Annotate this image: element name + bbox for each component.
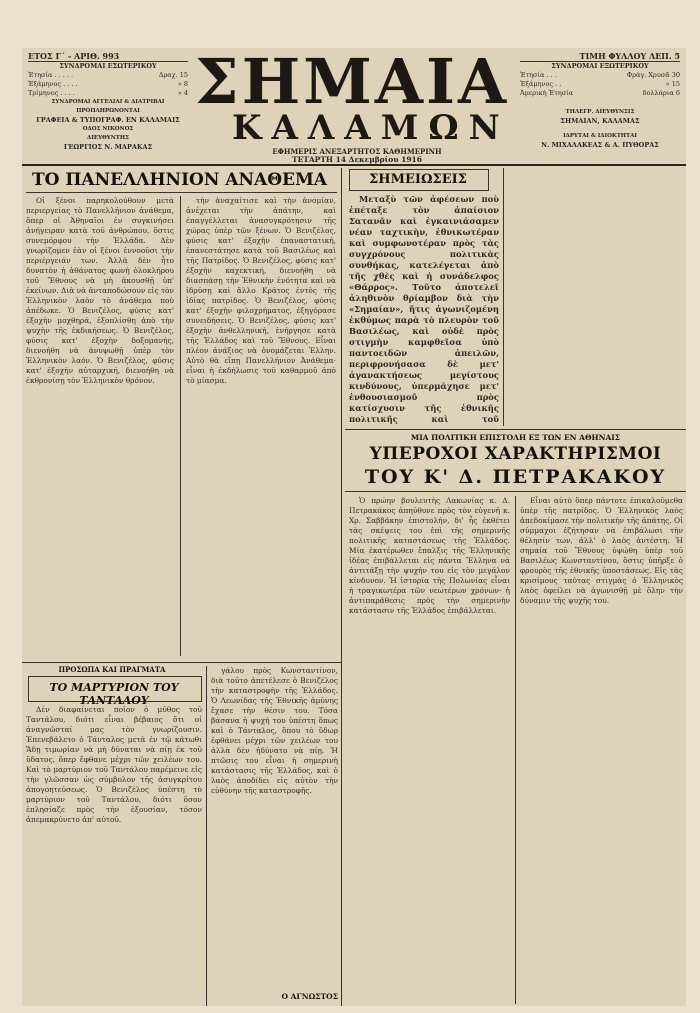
notes-heading: ΣΗΜΕΙΩΣΕΙΣ (369, 172, 467, 187)
subscription-label: Ἑξάμηνος . . (520, 80, 562, 88)
subscription-label: Ἀμερικὴ Ἐτησία (520, 89, 574, 97)
column-rule (341, 168, 342, 1006)
column-rule (503, 168, 504, 426)
anathema-column-1 (26, 196, 174, 656)
subscription-value: Φράγ. Χρυσᾶ 30 (626, 71, 680, 79)
founders-title: ΙΔΡΥΤΑΙ & ΙΔΙΟΚΤΗΤΑΙ (563, 133, 637, 139)
director-title: ΔΙΕΥΘΥΝΤΗΣ (87, 135, 129, 141)
section-kicker: ΠΡΟΣΩΠΑ ΚΑΙ ΠΡΑΓΜΑΤΑ (58, 665, 166, 674)
subscription-label: Ἐτησία . . . (520, 71, 557, 79)
article-text: Δὲν διαφαίνεται ποῖον ὁ μῦθος τοῦ Ταντάλου, διότι εἶναι βέβαιος ὅτι οἱ ἀναγνῶσταί μας τὸν γνωρίζουσιν. Ἐπενεβάλετο ὁ Τάνταλος μετὰ ἐν τῷ κάτωθι Ἅδῃ τιμωρίαν νὰ μὴ δύναται νὰ πίῃ ἐκ τοῦ ὕδατος, ὅπερ ἔφθανε μέχρι τῶν χειλέων του. Καὶ τὸ μαρτύριον τοῦ Ταντάλου παρέμεινε εἰς τὴν γλῶσσαν ὡς σύμβολον τῆς ἀσυγκρίτου ἀπογοητεύσεως. Ὁ Βενιζέλος ὑπέστη τὸ μαρτύριον τοῦ Ταντάλου, διότι ὅσον ἐπλησίαζε πρὸς τὴν ἐξουσίαν, τόσον ἀπεμακρύνετο ἀπ' αὐτοῦ. (26, 705, 202, 824)
divider (345, 429, 686, 430)
column-rule (180, 196, 181, 656)
tantalus-column-2 (211, 666, 338, 988)
column-rule (515, 496, 516, 1004)
divider (26, 192, 337, 193)
subscription-value: » 15 (665, 80, 680, 88)
anathema-column-2 (186, 196, 336, 656)
founders-names: Ν. ΜΙΧΑΛΑΚΕΑΣ & Α. ΠΥΘΟΡΑΣ (541, 141, 659, 149)
dateline: ΤΕΤΑΡΤΗ 14 Δεκεμβρίου 1916 (291, 155, 422, 164)
article-title-anathema: ΤΟ ΠΑΝΕΛΛΗΝΙΟΝ ΑΝΑΘΕΜΑ (31, 170, 327, 190)
subscription-label: Ἐτησία . . . . . (28, 71, 74, 79)
article-text: γάλου πρὸς Κωνσταντίνον, διὰ τοῦτο ἀπετέλεσε ὁ Βενιζέλος τὴν καταστροφὴν τῆς Ἑλλάδος. Ὁ Λεωνίδας τῆς Ἑθνικῆς ἀμύνης ἔχασε τὴν θέσιν του. Τόσα βάσανα ἡ ψυχή του ὑπέστη ὅπως καὶ ὁ Τάνταλος, ὅπου τὸ ὕδωρ ἐφθάνει μέχρι τῶν χειλέων του ἀλλὰ δὲν ἠδύνατο νὰ πίῃ. Ἡ πτῶσις του εἶναι ἡ σημερινὴ κατάστασις τῆς Ἑλλάδος, καὶ ὁ λαὸς ἀποδίδει εἰς αὐτὸν τὴν εὐθύνην τῆς καταστροφῆς. (211, 666, 338, 795)
article-text: Ὁ πρώην βουλευτὴς Λακωνίας κ. Δ. Πετρακάκος ἀπηύθυνε πρὸς τὸν εὐγενῆ κ. Χρ. Σαββάκην ἐπιστολήν, δι' ἧς ἐκθέτει τὰς σκέψεις του ἐπὶ τῆς σημερινῆς πολιτικῆς καταστάσεως τῆς Ἑλλάδος. Μία ἐκατέρωθεν ἔπαλξις τῆς Ἑλληνικῆς ἰδέας ἐπιβάλλεται εἰς πάντα Ἕλληνα νὰ ἀντιτάξῃ τὴν ψυχήν του εἰς τὸν μεγάλον κίνδυνον. Ἡ ἱστορία τῆς Πολωνίας εἶναι ἡ τραγικωτέρα τῶν νεωτέρων χρόνων· ἡ ἀντιπαράθεσις πρὸς τὴν σημερινὴν κατάστασιν τῆς Ἑλλάδος ἐπιβάλλεται. (349, 496, 510, 615)
street-address: ΟΔΟΣ ΝΙΚΟΝΟΣ (82, 126, 134, 132)
subscription-value: » 4 (177, 89, 188, 97)
issue-number: ΕΤΟΣ Γ΄ - ΑΡΙΘ. 993 (28, 52, 188, 62)
subscription-row (520, 71, 680, 80)
masthead (22, 45, 686, 164)
column-rule (206, 666, 207, 1006)
subscription-row (520, 89, 680, 98)
office-address: ΓΡΑΦΕΙΑ & ΤΥΠΟΓΡΑΦ. ΕΝ ΚΑΛΑΜΑΙΣ (36, 116, 180, 124)
director-name: ΓΕΩΡΓΙΟΣ Ν. ΜΑΡΑΚΑΣ (63, 143, 153, 151)
letter-kicker: ΜΙΑ ΠΟΛΙΤΙΚΗ ΕΠΙΣΤΟΛΗ ΕΞ ΤΩΝ ΕΝ ΑΘΗΝΑΙΣ (410, 433, 621, 442)
article-text: Οἱ ξένοι παρηκολούθουν μετὰ περιεργείας τὸ Πανελλήνιον ἀνάθεμα, ὅπερ οἱ Ἀθηναῖοι ἐν συγκινήσει ἀνήγειραν κατὰ τοῦ ἀνθρώπου, ὅστις συνεμόρφου τὴν Ἑλλάδα. Δὲν γνωρίζομεν ἐὰν οἱ ξένοι ἐννοοῦσι τὴν περιέργειάν των. Ἀλλὰ δὲν ἦτο δυνατὸν ἡ ἀθάνατος φωνὴ ὁλοκλήρου τοῦ Ἔθνους νὰ μὴ ἀκουσθῇ ὑπ' ἐκείνων. Διὰ νὰ ἀνταποδώσουν εἰς τὸν Ἑλληνικὸν λαὸν τὸ ἀνάθεμα ποὺ ἀπέδωκε. Ὁ Βενιζέλος, φύσις κατ' ἐξοχὴν μοχθηρά, ἐξοπλίσθη ἀπὸ τὴν ψυχὴν τῆς ἐκδικήσεως. Ὁ Βενιζέλος, φύσις κατ' ἐξοχὴν δοξομανής, διενοήθη νὰ ἀνυψωθῇ ὑπὲρ τὸν Ἑλληνικὸν λαόν. Ὁ Βενιζέλος, φύσις κατ' ἐξοχὴν αὐταρχική, διενοήθη νὰ ἐκθρονίσῃ τὸν Ἑλληνικὸν θρόνον. (26, 196, 174, 385)
subscription-value: » 8 (177, 80, 188, 88)
domestic-subscriptions-title: ΣΥΝΔΡΟΜΑΙ ΕΣΩΤΕΡΙΚΟΥ (59, 62, 157, 70)
newspaper-title: ΣΗΜΑΙΑ (194, 45, 510, 118)
subscription-label: Τρίμηνος . . . . (28, 89, 75, 97)
newspaper-tagline: ΕΦΗΜΕΡΙΣ ΑΝΕΞΑΡΤΗΤΟΣ ΚΑΘΗΜΕΡΙΝΗ (272, 147, 442, 156)
subscription-value: Δραχ. 15 (158, 71, 188, 79)
letter-column-2 (520, 496, 683, 1004)
telegraph-address: ΣΗΜΑΙΑΝ, ΚΑΛΑΜΑΣ (560, 117, 640, 125)
telegraph-title: ΤΗΛΕΓΡ. ΔΙΕΥΘΥΝΣΙΣ (565, 109, 635, 115)
masthead-left (28, 52, 188, 152)
notes-column-1 (349, 194, 499, 424)
divider (345, 491, 686, 492)
tantalus-column-1 (26, 705, 202, 1003)
prepayment-note: ΣΥΝΔΡΟΜΑΙ ΑΓΓΕΛΙΑΙ & ΔΙΑΤΡΙΒΑΙ ΠΡΟΠΛΗΡΩΝΟΝΤΑΙ (51, 99, 165, 114)
letter-title-line-1: ΥΠΕΡΟΧΟΙ ΧΑΡΑΚΤΗΡΙΣΜΟΙ (369, 444, 662, 464)
subscription-value: δολλάρια 6 (642, 89, 680, 97)
article-title-tantalus: ΤΟ ΜΑΡΤΥΡΙΟΝ ΤΟΥ ΤΑΝΤΑΛΟΥ (49, 681, 179, 707)
subscription-row (28, 89, 188, 98)
subscription-label: Ἑξάμηνος . . . . (28, 80, 78, 88)
issue-price: ΤΙΜΗ ΦΥΛΛΟΥ ΛΕΠ. 5 (520, 52, 680, 62)
subscription-row (520, 80, 680, 89)
letter-column-1 (349, 496, 510, 1004)
author-signature: Ο ΑΓΝΩΣΤΟΣ (281, 992, 338, 1001)
article-text: τὴν ἀναχαίτισε καὶ τὴν ἀνομίαν, ἀνέχεται τὴν ἀπάτην, καὶ ἐπαγγέλλεται ἀνασυγκρότησιν τῆς χώρας ὑπὲρ τῶν ξένων. Ὁ Βενιζέλος, φύσις κατ' ἐξοχὴν ἐπαναστατική, ἐπανεστάτησε κατὰ τοῦ Βασιλέως καὶ τῆς Πατρίδος. Ὁ Βενιζέλος, φύσις κατ' ἐξοχὴν καχεκτική, διενοήθη νὰ διασπάσῃ τὴν Ἑθνικὴν ἑνότητα καὶ νὰ ἱδρύσῃ καὶ ἄλλο Κράτος ἐντὸς τῆς ἰδίας πατρίδος. Ὁ Βενιζέλος, φύσις κατ' ἐξοχὴν φιλοχρήματος, ἐξηγόρασε συνειδήσεις. Ὁ Βενιζέλος, φύσις κατ' ἐξοχὴν ἀνθελληνική, ἐνήργησε κατὰ τῆς Ἑλλάδος καὶ τοῦ Ἔθνους. Εἶναι πλέον ἀνάξιος νὰ ὀνομάζεται Ἑλλην. Αὐτὸ θὰ εἴπῃ Πανελλήνιον Ἀνάθεμα· εἶναι ἡ ἐκδήλωσις τοῦ καθαρμοῦ ἀπὸ τὸ μίασμα. (186, 196, 336, 385)
newspaper-subtitle: ΚΑΛΑΜΩΝ (232, 108, 510, 148)
masthead-right (520, 52, 680, 150)
divider (22, 662, 341, 663)
subscription-row (28, 80, 188, 89)
article-text: Εἶναι αὐτὸ ὅπερ πάντοτε ἐπικαλοῦμεθα ὑπὲρ τῆς πατρίδος. Ὁ Ἑλληνικὸς λαὸς ἀπεδοκίμασε τὴν πολιτικὴν τῆς ἀπάτης. Οἱ σύμμαχοι ἐζήτησαν νὰ ἐπιβάλωσι τὴν θέλησίν των, ἀλλ' ὁ λαὸς ἀντέστη. Ἡ σημαία τοῦ Ἔθνους ὑψώθη ὑπὲρ τοῦ Βασιλέως Κωνσταντίνου, ὅστις ὑπῆρξε ὁ φρουρὸς τῆς ἐθνικῆς ὑποστάσεως. Εἰς τὰς κρισίμους ταύτας στιγμὰς ὁ Ἑλληνικὸς λαὸς ὀφείλει νὰ ἀγωνισθῇ μὲ ὅλην τὴν δύναμιν τῆς ψυχῆς του. (520, 496, 683, 605)
notes-column-2 (508, 169, 684, 426)
newspaper-page (22, 45, 686, 1006)
foreign-subscriptions-title: ΣΥΝΔΡΟΜΑΙ ΕΞΩΤΕΡΙΚΟΥ (551, 62, 649, 70)
letter-title-line-2: ΤΟΥ Κ' Δ. ΠΕΤΡΑΚΑΚΟΥ (364, 466, 667, 488)
masthead-rule (22, 164, 686, 166)
subscription-row (28, 71, 188, 80)
article-text: Μεταξὺ τῶν ἀφέσεων ποὺ ἐπέταξε τὸν ἀπαίσιον Σατανᾶν καὶ ἐγκαινιάσαμεν νέαν ταχτικὴν, ἐθνικωτέραν καὶ συμφωνοτέραν πρὸς τὰς συγχρόνους πολιτικὰς συνθήκας, κατελέγεται ἀπὸ τῆς χθὲς καὶ ἡ συνάδελφος «Θάρρος». Τοῦτο ἀποτελεῖ ἀληθινὸν θρίαμβον διὰ τὴν «Σημαίαν», ἥτις ἀγωνιζομένη ἐκθύμως παρὰ τὸ πλευρὸν τοῦ Βασιλέως, καὶ οὐδὲ πρὸς στιγμὴν καμφθεῖσα ὑπὸ παντοειδῶν ἀπειλῶν, περιφρονήσασα δὲ μετ' ἀγανακτήσεως μεγίστους κινδύνους, ὑπερμάχησε μετ' ἐνθουσιασμοῦ πρὸς κατίσχυσιν τῆς ἐθνικῆς πολιτικῆς καὶ τοῦ (349, 194, 499, 424)
